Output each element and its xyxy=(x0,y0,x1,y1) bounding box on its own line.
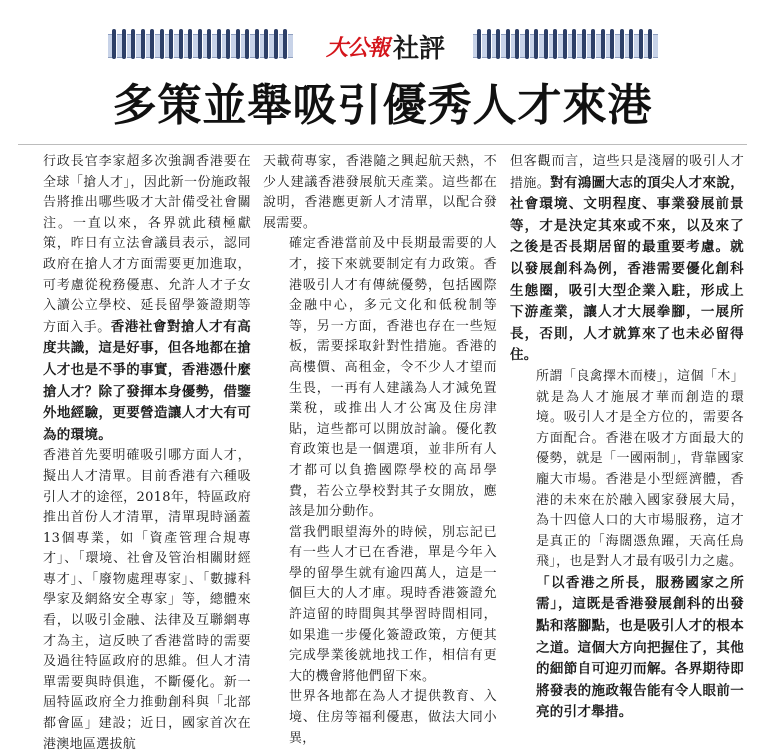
body-text: 香港首先要明確吸引哪方面人才，擬出人才清單。目前香港有六種吸引人才的途徑，2018年，特區政府推出首份人才清單，清單現時涵蓋13個專業，如「資產管理合規專才」、「環境、社會及管治相關財經專才」、「廢物處理專家」、「數據科學家及網絡安全專家」等，總體來看，以吸引金融、法律及互聯網專才為主，這反映了香港當時的需要及過往特區政府的思維。但人才清單需要與時俱進，不斷優化。新一屆特區政府全力推動創科與「北部都會區」建設；近日，國家首次在港澳地區選拔航 xyxy=(43,448,251,752)
masthead xyxy=(303,26,468,66)
spiral-ring xyxy=(553,29,557,59)
spiral-ring xyxy=(264,29,268,59)
text-column-2 xyxy=(263,152,497,746)
spiral-ring xyxy=(525,29,529,59)
spiral-ring xyxy=(563,29,567,59)
body-paragraph xyxy=(263,687,497,749)
spiral-ring xyxy=(477,29,481,59)
spiral-binding-left xyxy=(108,34,293,58)
spiral-ring xyxy=(112,29,116,59)
spiral-ring xyxy=(274,29,278,59)
masthead-banner xyxy=(98,20,668,70)
spiral-ring xyxy=(179,29,183,59)
body-text: 世界各地都在為人才提供教育、入境、住房等福利優惠，做法大同小異， xyxy=(289,689,497,746)
body-paragraph xyxy=(17,446,251,755)
spiral-ring xyxy=(496,29,500,59)
spiral-ring xyxy=(150,29,154,59)
spiral-ring xyxy=(601,29,605,59)
spiral-ring xyxy=(582,29,586,59)
spiral-ring xyxy=(236,29,240,59)
spiral-ring xyxy=(131,29,135,59)
spiral-ring xyxy=(572,29,576,59)
spiral-binding-right xyxy=(473,34,658,58)
spiral-ring xyxy=(648,29,652,59)
body-text: 當我們眼望海外的時候，別忘記已有一些人才已在香港，單是今年入學的留學生就有逾四萬人，這是一個巨大的人才庫。現時香港簽證允許這留的時間與其學習時間相同，如果進一步優化簽證政策，方便其完成學業後就地找工作，相信有更大的機會將他們留下來。 xyxy=(289,524,497,684)
spiral-ring xyxy=(255,29,259,59)
body-text: 行政長官李家超多次強調香港要在全球「搶人才」，因此新一份施政報告將推出哪些吸才大計備受社會關注。一直以來，各界就此積極獻策，昨日有立法會議員表示，認同政府在搶人才方面需要更加進取，可考慮從稅務優惠、允許人才子女入讀公立學校、延長留學簽證期等方面入手。 xyxy=(43,154,251,335)
spiral-ring xyxy=(198,29,202,59)
body-paragraph xyxy=(263,234,497,522)
headline: 多策並舉吸引優秀人才來港 xyxy=(112,80,653,131)
spiral-ring xyxy=(226,29,230,59)
spiral-ring xyxy=(629,29,633,59)
emphasis-text: 對有鴻圖大志的頂尖人才來說，社會環境、文明程度、事業發展前景等，才是決定其來或不來，以及來了之後是否長期居留的最重要考慮。就以發展創科為例，香港需要優化創科生態圈，吸引大型企業入駐，形成上下游產業，讓人才大展拳腳，一展所長，否則，人才就算來了也未必留得住。 xyxy=(510,174,745,364)
body-text: 但客觀而言，這些只是淺層的吸引人才措施。 xyxy=(510,154,744,191)
body-paragraph xyxy=(510,152,744,367)
spiral-ring xyxy=(217,29,221,59)
body-paragraph xyxy=(17,152,251,446)
spiral-ring xyxy=(245,29,249,59)
spiral-ring xyxy=(487,29,491,59)
body-paragraph xyxy=(263,152,497,234)
body-text: 所謂「良禽擇木而棲」，這個「木」就是為人才施展才華而創造的環境。吸引人才是全方位的，需要各方面配合。香港在吸才方面最大的優勢，就是「一國兩制」，背靠國家龐大市場。香港是小型經濟體，香港的未來在於融入國家發展大局，為十四億人口的大市場服務，這才是真正的「海闊憑魚躍，天高任鳥飛」，也是對人才最有吸引力之處。 xyxy=(536,368,744,570)
spiral-ring xyxy=(141,29,145,59)
text-column-1 xyxy=(17,152,251,752)
spiral-ring xyxy=(506,29,510,59)
spiral-ring xyxy=(610,29,614,59)
spiral-ring xyxy=(591,29,595,59)
body-paragraph xyxy=(263,523,497,688)
text-column-3 xyxy=(510,152,745,721)
body-text: 天載荷專家，香港隨之興起航天熱，不少人建議香港發展航天產業。這些都在說明，香港應更新人才清單，以配合發展需要。 xyxy=(263,154,497,231)
spiral-ring xyxy=(534,29,538,59)
spiral-ring xyxy=(160,29,164,59)
emphasis-text: 香港社會對搶人才有高度共識，這是好事，但各地都在搶人才也是不爭的事實，香港憑什麼搶人才？除了發揮本身優勢，借鑒外地經驗，更要營造讓人才大有可為的環境。 xyxy=(43,318,251,443)
spiral-ring xyxy=(544,29,548,59)
body-paragraph xyxy=(510,573,744,724)
spiral-ring xyxy=(122,29,126,59)
spiral-ring xyxy=(169,29,173,59)
emphasis-text: 「以香港之所長，服務國家之所需」，這既是香港發展創科的出發點和落腳點，也是吸引人才的根本之道。這個大方向把握住了，其他的細節自可迎刃而解。各界期待即將發表的施政報告能有令人眼前一亮的引才舉措。 xyxy=(536,574,744,721)
spiral-ring xyxy=(283,29,287,59)
spiral-ring xyxy=(207,29,211,59)
spiral-ring xyxy=(515,29,519,59)
spiral-ring xyxy=(188,29,192,59)
body-paragraph xyxy=(510,367,744,573)
divider xyxy=(18,144,747,145)
spiral-ring xyxy=(620,29,624,59)
body-text: 確定香港當前及中長期最需要的人才，接下來就要制定有力政策。香港吸引人才有傳統優勢，包括國際金融中心，多元文化和低稅制等等，另一方面，香港也存在一些短板，需要採取針對性措施。香港的高樓價、高租金，令不少人才望而生畏，一再有人建議為人才減免置業稅，或推出人才公寓及住房津貼，這些都可以開放討論。優化教育政策也是一個選項，並非所有人才都可以負擔國際學校的高昂學費，若公立學校對其子女開放，應該是加分動作。 xyxy=(289,236,497,520)
brand-logo: 大公報 xyxy=(325,34,389,61)
spiral-ring xyxy=(639,29,643,59)
column-name: 社評 xyxy=(393,33,446,64)
